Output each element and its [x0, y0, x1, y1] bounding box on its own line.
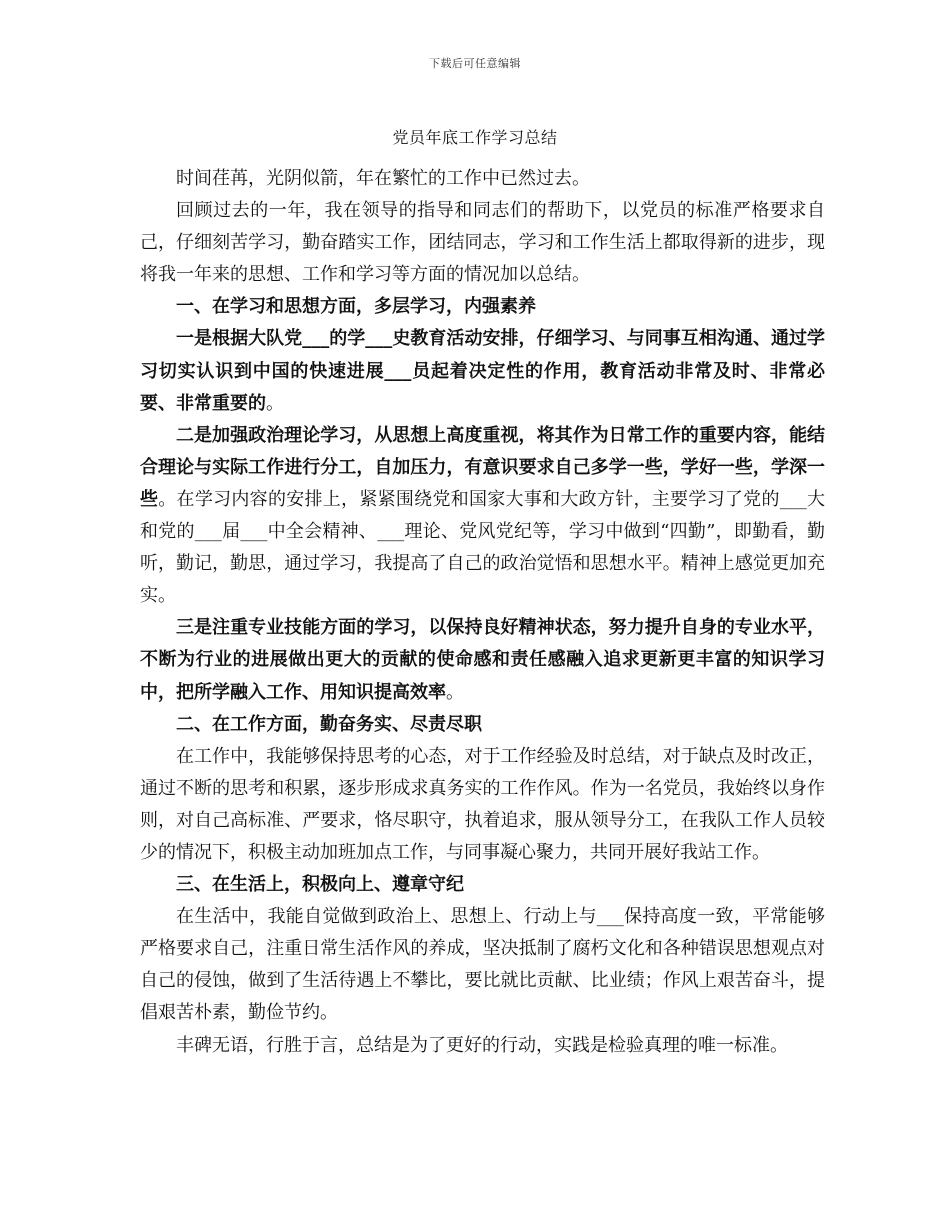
paragraph-bold-text: 一、在学习和思想方面，多层学习，内强素养 [176, 296, 536, 318]
paragraph-text: 。 [266, 392, 284, 414]
paragraph-text: 在工作中，我能够保持思考的心态，对于工作经验及时总结，对于缺点及时改正，通过不断的思考和积累，逐步形成求真务实的工作作风。作为一名党员，我始终以身作则，对自己高标准、严要求，恪尽职守，执着追求，服从领导分工，在我队工作人员较少的情况下，积极主动加班加点工作，与同事凝心聚力，共同开展好我站工作。 [140, 745, 825, 863]
document-body [140, 163, 825, 1062]
section-heading-study [140, 291, 825, 323]
paragraph-text: 丰碑无语，行胜于言，总结是为了更好的行动，实践是检验真理的唯一标准。 [176, 1034, 788, 1056]
header-note: 下载后可任意编辑 [429, 57, 521, 70]
paragraph-intro [140, 163, 825, 195]
paragraph-bold-text: 二是加强政治理论学习，从思想上高度重视，将其作为日常工作的重要内容，能结合理论与实际工作进行分工，自加压力，有意识要求自己多学一些，学好一些，学深一些 [140, 424, 825, 510]
paragraph-text: 回顾过去的一年，我在领导的指导和同志们的帮助下，以党员的标准严格要求自己，仔细刻苦学习，勤奋踏实工作，团结同志，学习和工作生活上都取得新的进步，现将我一年来的思想、工作和学习等方面的情况加以总结。 [140, 200, 825, 286]
paragraph-text: 在生活中，我能自觉做到政治上、思想上、行动上与___保持高度一致，平常能够严格要求自己，注重日常生活作风的养成，坚决抵制了腐朽文化和各种错误思想观点对自己的侵蚀，做到了生活待遇上不攀比，要比就比贡献、比业绩；作风上艰苦奋斗，提倡艰苦朴素，勤俭节约。 [140, 906, 825, 1024]
paragraph-text: 。在学习内容的安排上，紧紧围绕党和国家大事和大政方针，主要学习了党的___大和党的___届___中全会精神、___理论、党风党纪等，学习中做到“四勤”，即勤看，勤听，勤记，勤思，通过学习，我提高了自己的政治觉悟和思想水平。精神上感觉更加充实。 [140, 488, 825, 607]
paragraph-closing [140, 1030, 825, 1062]
paragraph-bold-text: 三、在生活上，积极向上、遵章守纪 [176, 874, 464, 896]
paragraph-bold-text: 二、在工作方面，勤奋务实、尽责尽职 [176, 713, 482, 735]
paragraph-point-one [140, 323, 825, 419]
paragraph-point-two [140, 420, 825, 613]
section-heading-life [140, 869, 825, 901]
paragraph-text: 时间荏苒，光阴似箭，年在繁忙的工作中已然过去。 [176, 168, 590, 189]
paragraph-work [140, 741, 825, 869]
document-title: 党员年底工作学习总结 [392, 128, 558, 147]
section-heading-work [140, 709, 825, 741]
paragraph-point-three [140, 612, 825, 708]
paragraph-bold-text: 一是根据大队党___的学___史教育活动安排，仔细学习、与同事互相沟通、通过学习切实认识到中国的快速进展___员起着决定性的作用，教育活动非常及时、非常必要、非常重要的 [140, 328, 825, 414]
paragraph-review [140, 195, 825, 291]
paragraph-text: 。 [446, 681, 464, 703]
paragraph-life [140, 901, 825, 1029]
paragraph-bold-text: 三是注重专业技能方面的学习，以保持良好精神状态，努力提升自身的专业水平，不断为行业的进展做出更大的贡献的使命感和责任感融入追求更新更丰富的知识学习中，把所学融入工作、用知识提高效率 [140, 617, 825, 703]
